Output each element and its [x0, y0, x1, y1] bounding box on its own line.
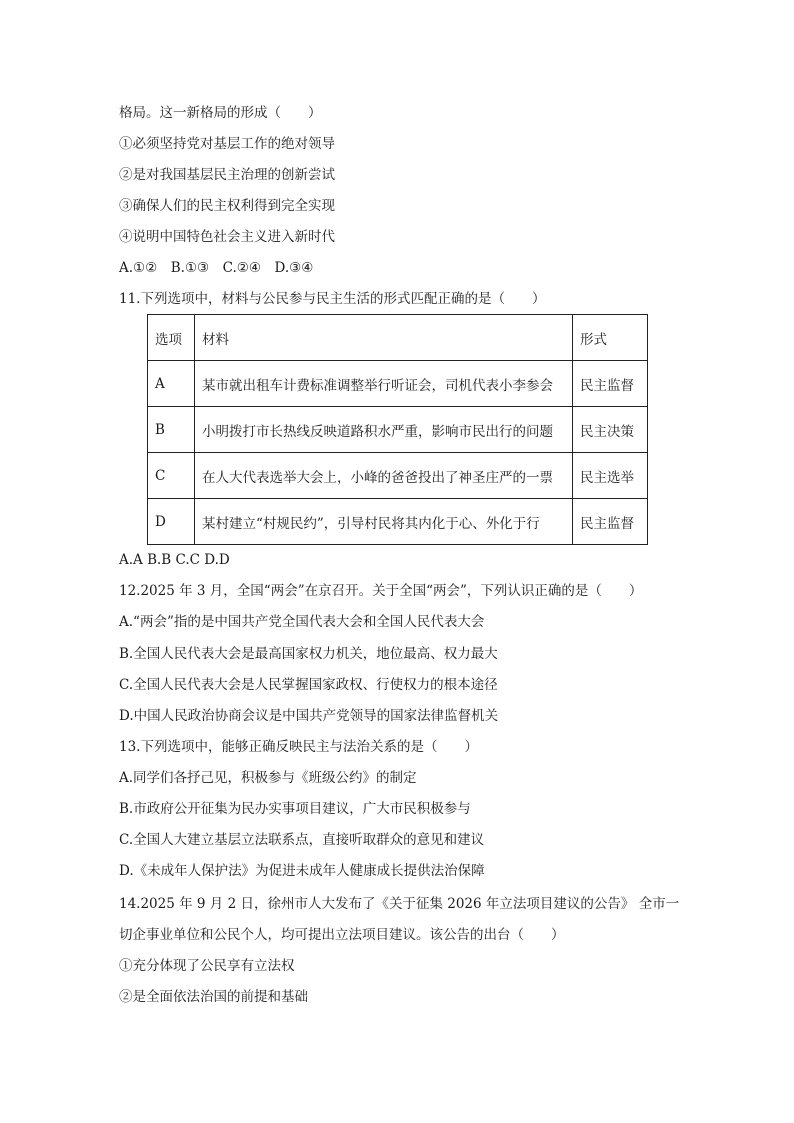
- table-header-cell: 材料: [195, 315, 573, 361]
- table-cell: 民主监督: [573, 361, 648, 407]
- q12-option-d: D.中国人民政治协商会议是中国共产党领导的国家法律监督机关: [119, 708, 499, 724]
- table-cell: 某市就出租车计费标准调整举行听证会，司机代表小李参会: [195, 361, 573, 407]
- table-row: [148, 499, 648, 545]
- q13-option-b: B.市政府公开征集为民办实事项目建议，广大市民积极参与: [119, 801, 471, 817]
- q11-table: [147, 314, 648, 545]
- q13-stem: 13.下列选项中，能够正确反映民主与法治关系的是（ ）: [119, 739, 478, 755]
- q14-stem-line-1: 14.2025 年 9 月 2 日，徐州市人大发布了《关于征集 2026 年立法项目建议的公告》 全市一: [119, 896, 680, 912]
- table-cell: 小明拨打市长热线反映道路积水严重，影响市民出行的问题: [195, 407, 573, 453]
- table-cell: B: [148, 407, 195, 453]
- q12-option-c: C.全国人民代表大会是人民掌握国家政权、行使权力的根本途径: [119, 677, 498, 693]
- q14-stem-line-2: 切企事业单位和公民个人，均可提出立法项目建议。该公告的出台（ ）: [119, 927, 565, 943]
- q10-stem-tail: 格局。这一新格局的形成（ ）: [119, 105, 322, 121]
- table-cell: D: [148, 499, 195, 545]
- q12-option-a: A.“两会”指的是中国共产党全国代表大会和全国人民代表大会: [119, 614, 485, 630]
- table-header-row: [148, 315, 648, 361]
- q13-option-a: A.同学们各抒己见，积极参与《班级公约》的制定: [119, 770, 417, 786]
- table-row: [148, 361, 648, 407]
- table-row: [148, 453, 648, 499]
- table-cell: C: [148, 453, 195, 499]
- q11-stem: 11.下列选项中，材料与公民参与民主生活的形式匹配正确的是（ ）: [119, 291, 546, 307]
- table-cell: 在人大代表选举大会上，小峰的爸爸投出了神圣庄严的一票: [195, 453, 573, 499]
- table-cell: 民主选举: [573, 453, 648, 499]
- q14-option-1: ①充分体现了公民享有立法权: [119, 958, 295, 974]
- table-row: [148, 407, 648, 453]
- q10-option-2: ②是对我国基层民主治理的创新尝试: [119, 167, 335, 183]
- q10-option-3: ③确保人们的民主权利得到完全实现: [119, 198, 335, 214]
- table-cell: 民主决策: [573, 407, 648, 453]
- q10-choices: A.①② B.①③ C.②④ D.③④: [119, 260, 314, 276]
- q10-option-4: ④说明中国特色社会主义进入新时代: [119, 229, 335, 245]
- q10-option-1: ①必须坚持党对基层工作的绝对领导: [119, 136, 335, 152]
- table-header-cell: 选项: [148, 315, 195, 361]
- q14-option-2: ②是全面依法治国的前提和基础: [119, 989, 308, 1005]
- q12-option-b: B.全国人民代表大会是最高国家权力机关，地位最高、权力最大: [119, 646, 498, 662]
- table-cell: A: [148, 361, 195, 407]
- table-cell: 某村建立“村规民约”，引导村民将其内化于心、外化于行: [195, 499, 573, 545]
- table-header-cell: 形式: [573, 315, 648, 361]
- table-cell: 民主监督: [573, 499, 648, 545]
- q13-option-c: C.全国人大建立基层立法联系点，直接听取群众的意见和建议: [119, 832, 485, 848]
- q12-stem: 12.2025 年 3 月，全国“两会”在京召开。关于全国“两会”，下列认识正确的是（ ）: [119, 583, 643, 599]
- q13-option-d: D.《未成年人保护法》为促进未成年人健康成长提供法治保障: [119, 863, 485, 879]
- q11-choices: A.A B.B C.C D.D: [119, 552, 230, 568]
